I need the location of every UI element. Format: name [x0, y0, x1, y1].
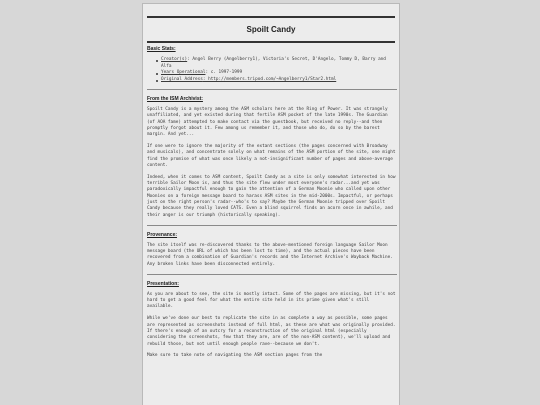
stat-creators-label: Creator(s) — [161, 57, 188, 63]
stat-years-value: : c. 1997-1999 — [205, 70, 243, 76]
provenance-paragraph: The site itself was re-discovered thanks to the above-mentioned foreign language Sailor Moon message board (the URL of which has been lost to time), and the actual pieces have been recovered from a combination of Guardian's records and the Internet Archive's Wayback Machine. Any broken links have been disconnected entirely. — [147, 242, 393, 267]
presentation-paragraph: As you are about to see, the site is mostly intact. Some of the pages are missing, but it's not hard to get a good feel for what the entire site held in its prime given what's still available. — [147, 291, 396, 310]
provenance-heading: Provenance: — [147, 231, 178, 238]
basic-stats-list — [147, 57, 397, 83]
archivist-paragraph: Spoilt Candy is a mystery among the ASM scholars here at the Ring of Power. It was strangely unaffiliated, and yet existed during that fertile ASM pocket of the late 1990s. The Guardian (of AOA fame) attempted to make contact via the guestbook, but received no reply--and then promptly forgot about it. Few among us remember it, and those who do, do so by the barest margin. And yet... — [147, 106, 388, 138]
section-divider — [147, 89, 397, 90]
basic-stats-heading: Basic Stats: — [147, 46, 176, 52]
presentation-paragraph: While we've done our best to replicate the site in as complete a way as possible, some pages are represented as screenshots instead of full html, as these are what was originally provided. If there's enough of an outcry for a reconstruction of the original html (especially considering the screenshots, few that they are, are of the non-ASM content), we'll upload and rebuild those, but not until enough people rave--because we don't. — [147, 316, 396, 347]
presentation-heading: Presentation: — [147, 280, 179, 287]
section-divider — [147, 274, 397, 275]
stat-creators-value: : Angel Berry (Angelberry1), Victoria's Secret, D'Angelo, Tommy D, Barry and Alfa — [161, 57, 386, 69]
page-content — [147, 46, 397, 365]
original-address-link[interactable]: : http://members.tripod.com/~Angelberry1/Star2.html — [202, 77, 337, 83]
stat-address — [161, 77, 397, 83]
page-title: Spoilt Candy — [246, 25, 296, 34]
archivist-paragraph: If one were to ignore the majority of the extant sections (the pages concerned with Broadway and musicals), and concentrate solely on what remains of the ASM portion of the site, one might find the promise of what was once likely a not-insignificant number of pages and above-average content. — [147, 144, 396, 168]
section-divider — [147, 225, 397, 226]
title-bar — [147, 16, 395, 43]
archive-page — [142, 3, 400, 405]
stat-years — [161, 70, 397, 76]
archivist-paragraph: Indeed, when it comes to ASM content, Spoilt Candy as a site is only somewhat interested in how terrible Sailor Moon is, and thus the site flew under most everyone's radar...and yet was paradoxically impactful enough to gain the attention of a German Moonie who called upon other Moonies on a foreign message board to harass ASM sites in the mid-2000s. Impactful, or perhaps just on the right person's radar--who's to say? Maybe the German Moonie tripped over Spoilt Candy because they really loved CATS. Even a blind squirrel finds an acorn once in awhile, and their anger is our triumph (historically speaking). — [147, 174, 396, 218]
presentation-paragraph: Make sure to take note of navigating the ASM section pages from the — [147, 353, 323, 359]
archivist-heading: From the ISM Archivist: — [147, 95, 203, 102]
stat-years-label: Years Operational — [161, 70, 206, 76]
stat-address-label: Original Address — [161, 77, 203, 83]
stat-creators — [161, 57, 397, 70]
